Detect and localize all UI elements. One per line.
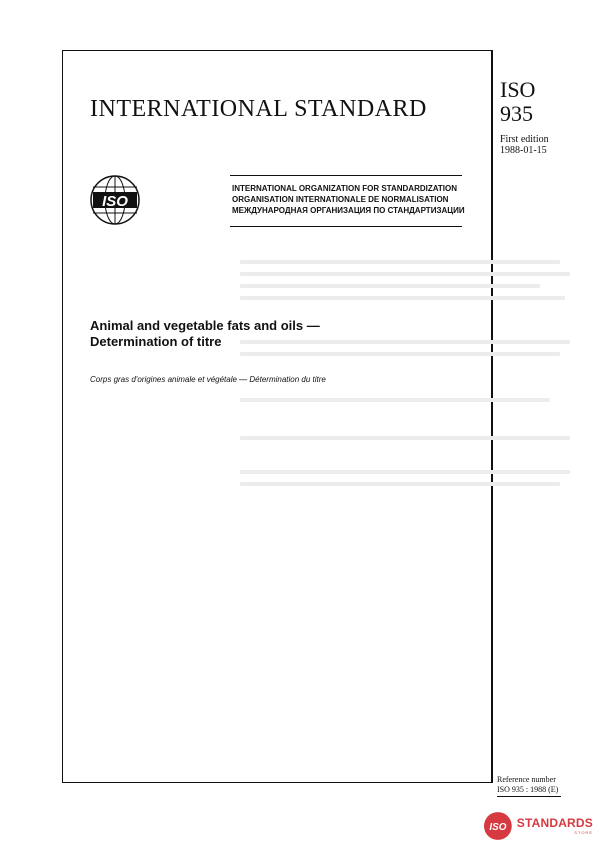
org-rule-top [230,175,462,176]
watermark-sub: STORE [574,830,593,835]
organization-names [232,183,465,216]
logo-text: ISO [102,193,128,210]
bleed-through-line [240,340,570,344]
standard-number: 935 [500,101,533,126]
bleed-through-line [240,398,550,402]
document-title-line-1: Animal and vegetable fats and oils — [90,318,320,333]
document-subtitle-french: Corps gras d'origines animale et végétale — Détermination du titre [90,375,326,384]
iso-logo-icon [90,175,140,225]
document-type-title: INTERNATIONAL STANDARD [90,96,427,122]
edition-date: 1988-01-15 [500,145,547,156]
bleed-through-line [240,436,570,440]
bleed-through-line [240,272,570,276]
reference-label: Reference number [497,775,556,784]
bleed-through-line [240,284,540,288]
bleed-through-line [240,470,570,474]
org-name-ru: МЕЖДУНАРОДНАЯ ОРГАНИЗАЦИЯ ПО СТАНДАРТИЗАЦИИ [232,206,465,215]
reference-block [497,775,558,795]
bleed-through-line [240,352,560,356]
store-logo-text: ISO [489,821,507,833]
org-rule-bottom [230,226,462,227]
bleed-through-line [240,260,560,264]
document-title-line-2: Determination of titre [90,334,222,349]
iso-label: ISO [500,77,536,102]
store-logo-icon [483,811,513,841]
edition-label: First edition [500,134,549,145]
org-name-fr: ORGANISATION INTERNATIONALE DE NORMALISATION [232,195,449,204]
page-frame [62,50,493,783]
standards-store-watermark [483,810,593,842]
watermark-word: STANDARDS [516,816,593,830]
bleed-through-line [240,482,560,486]
reference-divider [497,796,561,797]
standard-id-block [500,78,549,156]
reference-code: ISO 935 : 1988 (E) [497,785,559,794]
document-title [90,318,320,350]
org-name-en: INTERNATIONAL ORGANIZATION FOR STANDARDIZATION [232,184,458,193]
bleed-through-line [240,296,565,300]
